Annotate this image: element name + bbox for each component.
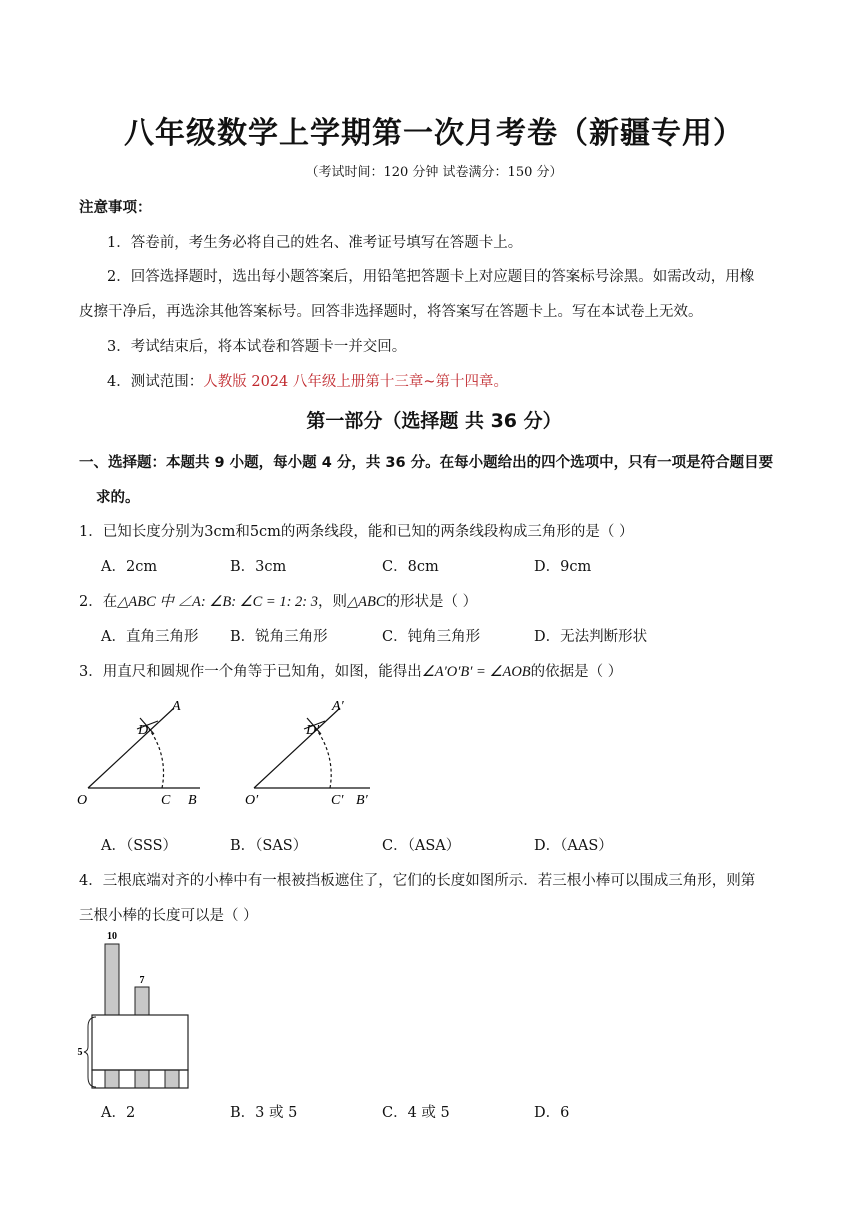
label-c-prime: C′ xyxy=(331,793,344,808)
question-1-option-a: A．2cm xyxy=(101,559,158,575)
notice-item-2-line-2: 皮擦干净后，再选涂其他答案标号。回答非选择题时，将答案写在答题卡上。写在本试卷上无效。 xyxy=(79,304,703,320)
question-3-option-a: A．（SSS） xyxy=(101,838,178,854)
question-2-ratio: △ABC 中 ∠A: ∠B: ∠C = 1: 2: 3 xyxy=(117,594,319,610)
notice-item-4-prefix: 4．测试范围： xyxy=(107,374,204,390)
label-d: D xyxy=(138,723,149,738)
notice-item-2-line-1: 2．回答选择题时，选出每小题答案后，用铅笔把答题卡上对应题目的答案标号涂黑。如需改动，用橡 xyxy=(107,269,755,285)
ray-oa xyxy=(88,708,174,788)
test-scope: 人教版 2024 八年级上册第十三章~第十四章。 xyxy=(203,374,509,390)
question-3-stem-a: 3．用直尺和圆规作一个角等于已知角，如图，能得出 xyxy=(79,664,422,680)
question-2-stem xyxy=(79,590,477,611)
section-instruction-line-2: 求的。 xyxy=(96,490,140,506)
question-4-option-d: D．6 xyxy=(534,1105,570,1121)
construction-arc xyxy=(149,729,164,788)
question-3-option-c: C．（ASA） xyxy=(382,838,461,854)
question-3-stem xyxy=(79,660,622,681)
label-o-prime: O′ xyxy=(245,793,259,808)
label-b: B xyxy=(188,793,197,808)
notice-item-1: 1．答卷前，考生务必将自己的姓名、准考证号填写在答题卡上。 xyxy=(107,235,523,251)
label-b-prime: B′ xyxy=(356,793,368,808)
question-1-option-b: B．3cm xyxy=(230,559,287,575)
ray-o-prime-a-prime xyxy=(254,708,340,788)
notice-item-4 xyxy=(107,370,508,391)
question-3-stem-b: 的依据是（ ） xyxy=(530,664,623,680)
sticks-figure xyxy=(70,925,200,1093)
exam-info: （考试时间：120 分钟 试卷满分：150 分） xyxy=(305,165,563,180)
question-2-stem-b: ，则 xyxy=(318,594,348,610)
question-1-stem: 1．已知长度分别为3cm和5cm的两条线段，能和已知的两条线段构成三角形的是（ ） xyxy=(79,524,634,540)
notice-item-3: 3．考试结束后，将本试卷和答题卡一并交回。 xyxy=(107,339,407,355)
question-2-option-d: D．无法判断形状 xyxy=(534,629,648,645)
question-4-option-b: B．3 或 5 xyxy=(230,1105,298,1121)
question-3-option-d: D．（AAS） xyxy=(534,838,613,854)
tall-stick-length: 10 xyxy=(107,931,117,942)
angle-construction-figure xyxy=(70,690,390,815)
question-4-option-c: C．4 或 5 xyxy=(382,1105,450,1121)
question-1-option-c: C．8cm xyxy=(382,559,439,575)
question-2-option-b: B．锐角三角形 xyxy=(230,629,328,645)
question-2-triangle: △ABC xyxy=(347,594,386,610)
notice-heading: 注意事项： xyxy=(79,200,152,216)
question-2-option-c: C．钝角三角形 xyxy=(382,629,481,645)
label-a: A xyxy=(172,699,181,714)
section-title: 第一部分（选择题 共 36 分） xyxy=(306,410,562,432)
label-d-prime: D′ xyxy=(306,723,320,738)
question-4-stem-line-1: 4．三根底端对齐的小棒中有一根被挡板遮住了，它们的长度如图所示．若三根小棒可以围成三角形，则第 xyxy=(79,873,756,889)
question-1-option-d: D．9cm xyxy=(534,559,592,575)
cover-board xyxy=(92,1015,188,1070)
hidden-stick-base xyxy=(165,1070,179,1088)
label-a-prime: A′ xyxy=(332,699,344,714)
page-title: 八年级数学上学期第一次月考卷（新疆专用） xyxy=(124,116,744,151)
question-2-stem-a: 2．在 xyxy=(79,594,118,610)
copied-angle-figure xyxy=(254,708,370,788)
label-c: C xyxy=(161,793,171,808)
medium-stick-length: 7 xyxy=(139,975,145,986)
question-3-angle-equation: ∠A′O′B′ = ∠AOB xyxy=(421,664,531,680)
original-angle-figure xyxy=(88,708,200,788)
question-2-stem-c: 的形状是（ ） xyxy=(385,594,478,610)
label-o: O xyxy=(77,793,88,808)
section-instruction-line-1: 一、选择题：本题共 9 小题，每小题 4 分，共 36 分。在每小题给出的四个选项中，只有一项是符合题目要 xyxy=(79,455,774,471)
question-3-option-b: B．（SAS） xyxy=(230,838,308,854)
question-4-option-a: A．2 xyxy=(101,1105,136,1121)
hidden-stick-length: 5 xyxy=(77,1047,83,1058)
question-4-stem-line-2: 三根小棒的长度可以是（ ） xyxy=(79,908,258,924)
question-2-option-a: A．直角三角形 xyxy=(101,629,199,645)
